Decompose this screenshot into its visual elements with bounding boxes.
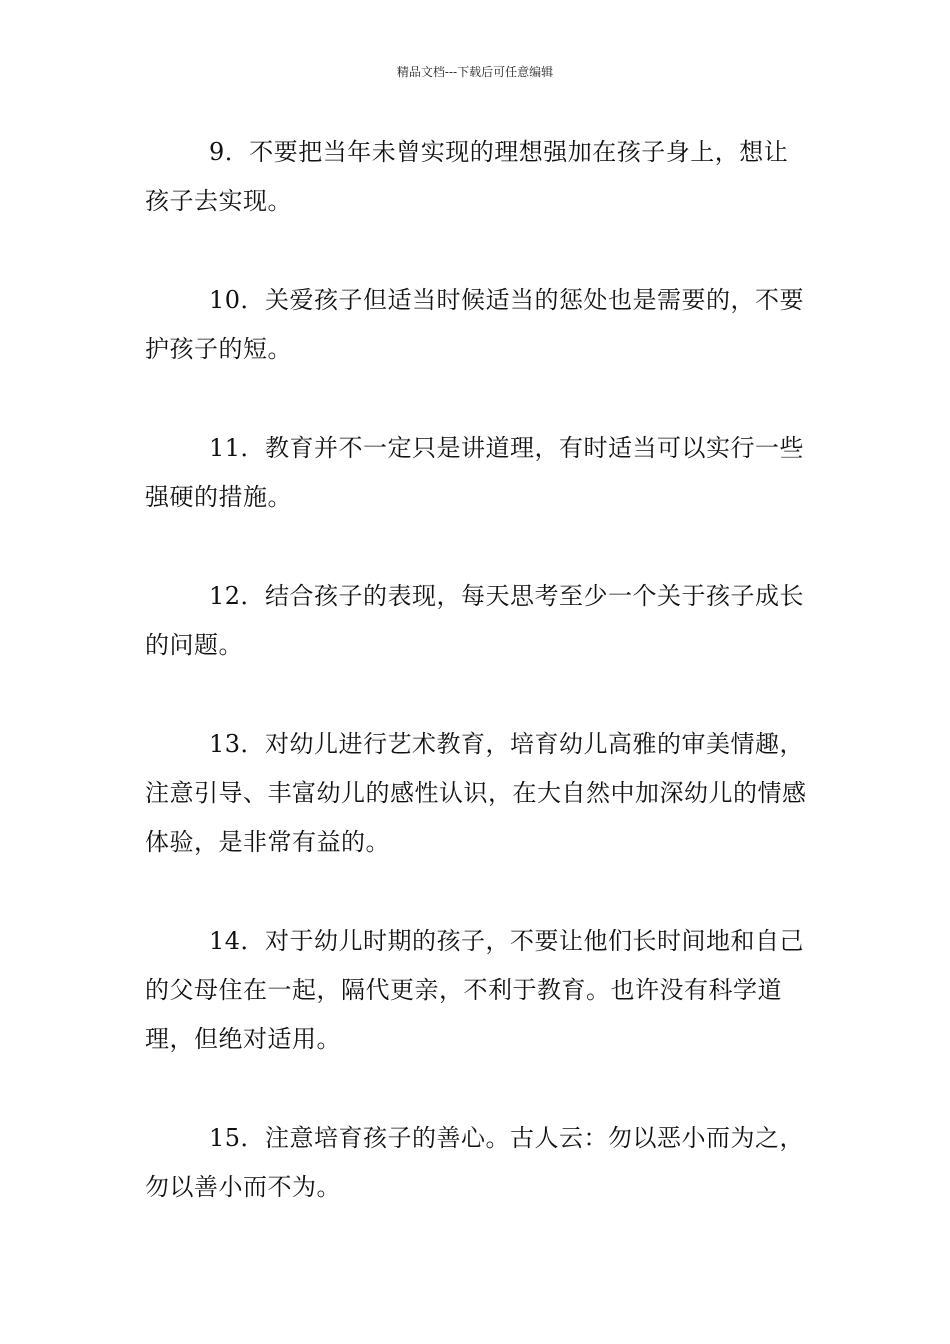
paragraph-item-10: 10．关爱孩子但适当时候适当的惩处也是需要的，不要护孩子的短。 [145, 286, 805, 363]
paragraph-item-14: 14．对于幼儿时期的孩子，不要让他们长时间地和自己的父母住在一起，隔代更亲，不利于教育。也许没有科学道理，但绝对适用。 [145, 927, 805, 1053]
paragraph-item-12: 12．结合孩子的表现，每天思考至少一个关于孩子成长的问题。 [145, 582, 805, 659]
paragraph-item-15: 15．注意培育孩子的善心。古人云：勿以恶小而为之，勿以善小而不为。 [145, 1124, 805, 1201]
paragraph-item-13: 13．对幼儿进行艺术教育，培育幼儿高雅的审美情趣，注意引导、丰富幼儿的感性认识，在大自然中加深幼儿的情感体验，是非常有益的。 [145, 730, 807, 856]
paragraph-item-11: 11．教育并不一定只是讲道理，有时适当可以实行一些强硬的措施。 [145, 434, 805, 511]
document-body [145, 128, 810, 1262]
page-header: 精品文档---下载后可任意编辑 [396, 65, 554, 79]
paragraph-item-9: 9．不要把当年未曾实现的理想强加在孩子身上，想让孩子去实现。 [145, 138, 789, 215]
